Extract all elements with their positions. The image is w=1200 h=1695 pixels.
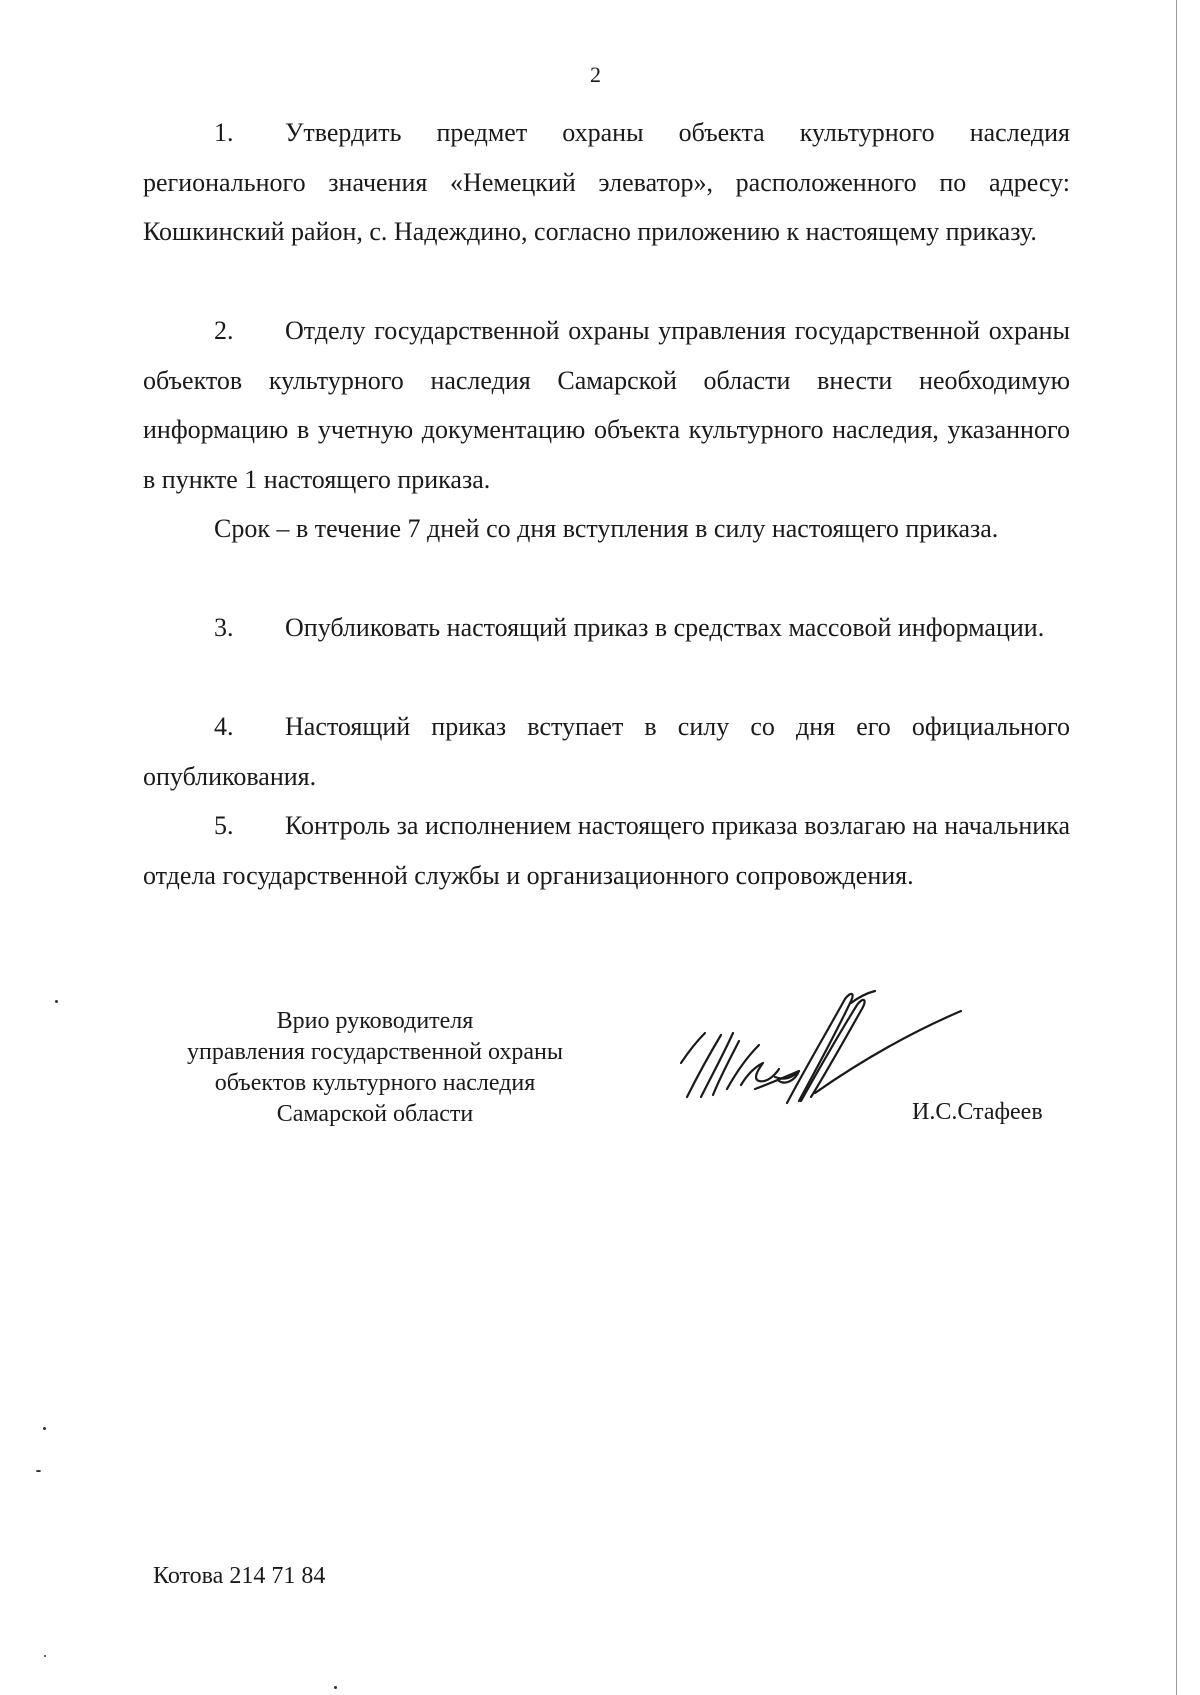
signatory-name: И.С.Стафеев	[912, 1099, 1043, 1125]
item-number: 1.	[214, 118, 234, 147]
signatory-title-line: объектов культурного наследия	[214, 1070, 536, 1096]
scan-speck	[334, 1686, 337, 1689]
scan-speck	[44, 1655, 46, 1657]
item-number: 3.	[214, 613, 234, 642]
item-4-paragraph	[143, 702, 1070, 801]
item-text: Контроль за исполнением настоящего приказа возлагаю на начальника отдела государственной службы и организационного сопровождения.	[143, 811, 1070, 890]
scan-speck	[43, 1427, 46, 1430]
signatory-title-line: управления государственной охраны	[187, 1039, 563, 1065]
scan-edge-line	[1176, 0, 1177, 1695]
item-5-paragraph	[143, 801, 1070, 900]
deadline	[214, 504, 1070, 554]
item-text: Опубликовать настоящий приказ в средствах массовой информации.	[285, 613, 1045, 642]
item-text: Отделу государственной охраны управления государственной охраны объектов культурного наследия Самарской области внести необходимую информацию в учетную документацию объекта культурного наследия, указанного в пункте 1 настоящего приказа.	[143, 316, 1070, 494]
item-number: 2.	[214, 316, 234, 345]
item-5	[143, 801, 1070, 900]
item-number: 4.	[214, 712, 234, 741]
signatory-title-line: Врио руководителя	[276, 1008, 474, 1034]
item-2	[143, 306, 1070, 504]
page-number: 2	[590, 62, 601, 87]
item-number: 5.	[214, 811, 234, 840]
item-text: Утвердить предмет охраны объекта культурного наследия регионального значения «Немецкий элеватор», расположенного по адресу: Кошкинский район, с. Надеждино, согласно приложению к настоящему приказу.	[143, 118, 1070, 246]
signatory-title	[140, 1006, 610, 1130]
signatory-title-line: Самарской области	[276, 1101, 474, 1127]
scan-speck	[55, 1000, 58, 1003]
scan-speck	[36, 1470, 41, 1472]
item-text: Настоящий приказ вступает в силу со дня его официального опубликования.	[143, 712, 1070, 791]
item-4	[143, 702, 1070, 801]
deadline-paragraph: Срок – в течение 7 дней со дня вступления в силу настоящего приказа.	[214, 514, 999, 543]
item-1	[143, 108, 1070, 257]
item-3	[143, 603, 1070, 653]
item-3-paragraph	[143, 603, 1070, 653]
item-2-paragraph	[143, 306, 1070, 504]
executor-contact: Котова 214 71 84	[153, 1563, 326, 1589]
item-1-paragraph	[143, 108, 1070, 257]
